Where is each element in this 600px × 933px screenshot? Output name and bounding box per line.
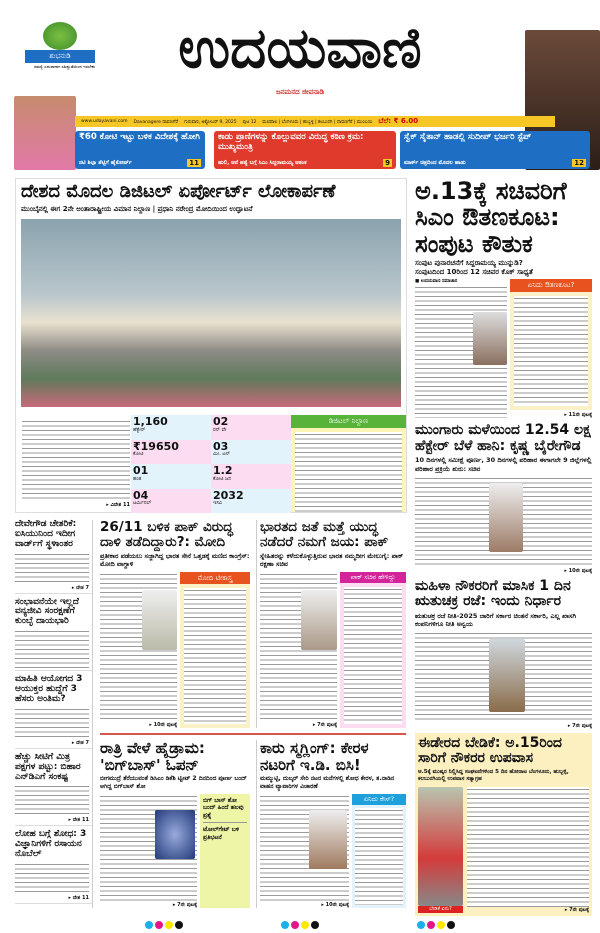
pak-box [340,572,406,728]
cabinet-story [415,178,592,418]
monsoon-body [415,476,592,568]
stat-unit: ಇಸವಿ [213,500,223,507]
cabinet-continue[interactable]: ▸ 11ನೇ ಪುಟಕ್ಕೆ [564,412,592,419]
box-title: ಮೋದಿ ಟೀಕಾಸ್ತ್ರ [180,572,250,584]
teaser-sub: ನಟಿ ಶಿಲ್ಪಾ ಶೆಟ್ಟಿಗೆ ಹೈಕೋರ್ಟ್ [79,160,132,167]
teaser-title: ₹60 ಕೋಟಿ ಇಟ್ಟು ಬಳಿಕ ವಿದೇಶಕ್ಕೆ ಹೋಗಿ [79,132,200,142]
brief-continue[interactable]: ▸ ದೇಶ 7 [71,584,89,591]
kerala-body-row [260,794,406,908]
teaser-box[interactable] [75,131,205,169]
women-continue[interactable]: ▸ 7ನೇ ಪುಟಕ್ಕೆ [567,723,592,729]
brief-continue[interactable]: ▸ ದೇಶ 7 [71,739,89,746]
box-bullets [184,588,246,724]
tagline: ಜನಮನದ ಜೀವನಾಡಿ [275,88,325,96]
tree-icon [43,22,77,50]
stat-unit: ಹಂತ [133,475,142,482]
box-title: ಪಾಕ್ ಸಚಿವ ಹೇಳಿದ್ದು [340,572,406,584]
strike-body-row [418,787,589,913]
brief-item[interactable] [15,520,92,594]
box-bullets [355,808,403,905]
brief-body [15,629,89,668]
strike-sub: ಆ.5ಕ್ಕೆ ಮುಷ್ಕರ ನಿಲ್ಲಿಸಿದ್ದ ಸಂಘಟನೆಗಳಿಂದ 5 ದಿನ ಹೋರಾಟ ಬೆಂಗಳೂರು, ಹುಬ್ಬಳ್ಳಿ, ಕಲಬುರಗಿಯಲ್ಲಿ ಉಪವಾಸ ಸತ್ಯಾಗ್ರಹ [418,768,569,782]
strike-story [415,733,592,916]
cabinet-body-row [415,279,592,418]
website: www.udayavani.com [81,119,128,124]
date: ಗುರುವಾರ, ಅಕ್ಟೋಬರ್ 9, 2025 [184,119,237,125]
women-headline[interactable]: ಮಹಿಳಾ ನೌಕರರಿಗೆ ಮಾಸಿಕ 1 ದಿನ ಋತುಚಕ್ರ ರಜೆ: ಇಂದು ನಿರ್ಧಾರ [415,577,571,610]
registration-marks [0,914,600,933]
stat-unit: ಮೀ. ಟನ್ [213,451,231,458]
stat-box [211,440,291,465]
modi-body-row [100,572,250,728]
mammootty-photo [309,810,347,870]
stat-box [131,489,211,514]
brief-headline: ಮಾಹಿತಿ ಆಯೋಗದ 3 ಆಯುಕ್ತರ ಹುದ್ದೆಗೆ 3 ಹೆಸರು ಅಂತಿಮ? [15,674,83,704]
logo-caption: ಸಮಸ್ಯೆ ಎದುರಾದಾಗ ಸಹಿಷ್ಣುತೆಯಿಂದ ಇರಬೇಕು [34,64,95,69]
modi-story [100,520,250,728]
date-strip [75,116,555,127]
lead-story [15,178,407,513]
brief-item[interactable] [15,830,92,904]
kerala-body [260,794,349,902]
stat-value: 04 [133,488,149,502]
cabinet-box [510,279,592,410]
cabinet-sub2: ಸಂಪುಟದಿಂದ 10ರಿಂದ 12 ಸಚಿವರ ಕೊಕ್ ಸಾಧ್ಯತೆ [415,268,533,277]
pak-minister-photo [301,590,337,650]
bigboss-sub: ಬೀಗಮುದ್ರೆ ತೆರೆಯುವಂತೆ ಡಿಸಿಎಂ ಡಿಕೆಶಿ ಟ್ವೀಟ್ 2 ದಿನದಿಂದ ಪೂರ್ಣ ಬಂದ್ ಆಗಿದ್ದ ಬಿಗ್‌ಬಾಸ್ ಶೋ [100,775,247,790]
byline: ■ ಉದಯವಾಣಿ ಸಮಾಚಾರ [415,279,458,285]
edition: Davanagere ದಾವಣಗೆರೆ [133,119,179,125]
teaser-title: ಕಾಡು ಪ್ರಾಣಿಗಳನ್ನು ಕೊಲ್ಲುವವರ ವಿರುದ್ಧ ಕಠಿಣ ಕ್ರಮ: ಮುಖ್ಯಮಂತ್ರಿ [218,132,364,152]
modi-body [100,572,177,722]
bigboss-continue[interactable]: ▸ 7ನೇ ಪುಟಕ್ಕೆ [172,902,197,908]
modi-headline[interactable]: 26/11 ಬಳಿಕ ಪಾಕ್ ವಿರುದ್ಧ ದಾಳಿ ತಡೆದಿದ್ದಾರು?: ಮೋದಿ [100,519,234,550]
women-body [415,631,592,723]
women-story [415,579,592,729]
logo-badge: ಶುಭನುಡಿ [25,50,95,63]
teaser-sub: ಹುಲಿ, ಆನೆ ಹತ್ಯೆ ಬಗ್ಗೆ ಸಿಎಂ ಸಿದ್ದರಾಮಯ್ಯ ಆತಂಕ [218,160,307,167]
bigboss-body [100,794,197,902]
cabinet-body [415,285,507,418]
pages: ಪುಟ 12 [242,119,257,125]
stat-value: ₹19650 [133,439,179,453]
pak-headline[interactable]: ಭಾರತದ ಜತೆ ಮತ್ತೆ ಯುದ್ಧ ನಡೆದರೆ ನಮಗೆ ಜಯ: ಪಾಕ್ [260,519,389,550]
airport-photo [21,219,401,407]
brief-item[interactable] [15,675,92,749]
actress-photo [14,96,76,170]
brief-continue[interactable]: ▸ ದೇಶ 11 [68,894,89,901]
box-bullets [514,296,588,407]
teaser-sub: ಮಾರ್ಕ್ ಚಿತ್ರದಿಂದ ಮೊದಲ ಹಾಡು [404,160,466,167]
pak-story [256,520,406,728]
bus-photo [418,787,463,906]
women-sub: ಋತುಚಕ್ರ ರಜೆ ನೀತಿ-2025 ಜಾರಿಗೆ ಸರ್ಕಾರ ಚಿಂತನೆ ಸರ್ಕಾರಿ, ಎಲ್ಲ ಖಾಸಗಿ ಕಂಪನಿಗಳಿಗೂ ನೀತಿ ಅನ್ವಯ [415,611,577,628]
lead-subheadline: ಮುಂಬೈನಲ್ಲಿ ಈಗ 2ನೇ ಅಂತಾರಾಷ್ಟ್ರೀಯ ವಿಮಾನ ನಿಲ್ದಾಣ | ಪ್ರಧಾನಿ ನರೇಂದ್ರ ಮೋದಿಯಿಂದ ಉದ್ಘಾಟನೆ [21,204,253,213]
teaser-title: ಸ್ವೆಕ್ ಸೈತಾನ್ ಹಾಡಲ್ಲಿ ಸುದೀಪ್ ಭರ್ಜರಿ ಸ್ಟೆಪ್ [404,132,532,142]
pak-sub: ಸ್ನೇಹಿತರನ್ನು ಕಳೆದುಕೊಳ್ಳುತ್ತಿರುವ ಭಾರತ ನಮ್ಮದೀಗ ಮೇಲುಗೈ: ಪಾಕ್ ರಕ್ಷಣಾ ಸಚಿವ [260,551,404,569]
brief-headline: ಸಂಭಾವನೆಯೇ ಇಲ್ಲದೆ ವನ್ಯಜೀವಿ ಸಂರಕ್ಷಣೆಗೆ ಕುಂಬ್ಳೆ ದಾಯಭಾರಿ [15,596,79,627]
strike-headline[interactable]: ಈಡೇರದ ಬೇಡಿಕೆ: ಅ.15ರಿಂದ ಸಾರಿಗೆ ನೌಕರರ ಉಪವಾಸ [418,735,562,767]
brief-headline: ದೇವೇಗೌಡ ಚೇತರಿಕೆ: ಐಸಿಯುನಿಂದ ಇದೀಗ ವಾರ್ಡ್‌ಗೆ ಸ್ಥಳಾಂತರ [15,519,77,549]
stat-box [211,415,291,440]
stat-unit: ರನ್ ವೇ [213,426,227,433]
strike-body [467,787,589,907]
newspaper-title: ಉದಯವಾಣಿ [178,15,422,81]
stat-box [131,464,211,489]
brief-continue[interactable]: ▸ ದೇಶ 11 [68,817,89,824]
modi-continue[interactable]: ▸ 10ನೇ ಪುಟಕ್ಕೆ [149,722,177,728]
brief-body [15,784,89,817]
panel-title: ಡಿಜಿಟಲ್ ನಿಲ್ದಾಣ [291,415,406,428]
strike-continue[interactable]: ▸ 7ನೇ ಪುಟಕ್ಕೆ [564,907,589,913]
kerala-headline[interactable]: ಕಾರು ಸ್ಮಗ್ಲಿಂಗ್: ಕೇರಳ ನಟರಿಗೆ ಇ.ಡಿ. ಬಿಸಿ! [260,739,369,774]
box-item: ಟೋಲ್‌ಗೇಟ್ ಬಳಿ ಪ್ರತಿಭಟನೆ [203,826,240,841]
monsoon-continue[interactable]: ▸ 10ನೇ ಪುಟಕ್ಕೆ [564,567,592,574]
brief-body [15,552,89,585]
kerala-continue[interactable]: ▸ 10ನೇ ಪುಟಕ್ಕೆ [321,902,349,908]
page-badge: 9 [385,159,390,167]
price: ಬೆಲೆ: ₹ 6.00 [378,117,419,125]
kerala-sub: ಮಮ್ಮುಟ್ಟಿ, ದುಲ್ಕರ್ ಸೇರಿ ನಟರ ಮನೆಗಳಲ್ಲಿ ಶೋಧ ಕೇರಳ, ತ.ನಾಡಿನ ವಾಹನ ವ್ಯಾಪಾರಿಗಳ ವಿಚಾರಣೆ [260,775,395,790]
stat-value: 01 [133,464,149,477]
teaser-box[interactable] [214,131,396,169]
divider-rule [100,733,406,735]
shubhanudi-logo [25,22,95,102]
brief-body [15,862,89,895]
minister-photo [489,483,523,552]
monsoon-sub: 10 ದಿನಗಳಲ್ಲಿ ಸಮೀಕ್ಷೆ ಪೂರ್ಣ, 30 ದಿನಗಳಲ್ಲಿ ಪರಿಹಾರ ಈಗಾಗಲೇ 9 ಜಿಲ್ಲೆಗಳಲ್ಲಿ ಪರಿಹಾರ ಪ್ರಕ್ರಿಯೆ ಶುರು: ಸಚಿವ [415,456,592,473]
page-badge: 11 [189,159,199,167]
stat-value: 2032 [213,488,244,502]
lead-continue[interactable]: ▸ ವಿದೇಶ 11 [106,502,130,508]
bigboss-headline[interactable]: ರಾತ್ರಿ ವೇಳೆ ಹೈಡ್ರಾಮ: 'ಬಿಗ್‌ಬಾಸ್' ಓಪನ್ [100,739,205,774]
bigboss-story [100,740,250,908]
pak-body-row [260,572,406,728]
brief-item[interactable] [15,753,92,827]
vidhana-soudha-photo [489,639,525,712]
monsoon-story [415,423,592,573]
stat-box [211,464,291,489]
bigboss-body-row [100,794,250,908]
stat-unit: ಹೆಕ್ಟೇರ್ [133,426,146,433]
bigboss-logo-photo [155,810,195,859]
panel-bullets [295,432,402,512]
kerala-box [352,794,406,908]
monsoon-headline[interactable]: ಮುಂಗಾರು ಮಳೆಯಿಂದ 12.54 ಲಕ್ಷ ಹೆಕ್ಟೇರ್ ಬೆಳೆ ಹಾನಿ: ಕೃಷ್ಣ ಬೈರೇಗೌಡ [415,422,591,454]
bigboss-box [200,794,250,908]
pak-body [260,572,337,722]
right-column [415,178,592,729]
stat-box [131,415,211,440]
stat-value: 1,160 [133,415,168,428]
stat-box [211,489,291,514]
modi-photo [142,590,177,650]
cm-photo [473,312,507,365]
strike-badge: ಬೇಡಿಕೆ ಏನು? [418,906,463,913]
stat-unit: ಟರ್ಮಿನಲ್ [133,500,152,507]
box-bullets [344,587,402,724]
kerala-story [256,740,406,908]
stat-value: 03 [213,439,229,453]
cabinet-headline[interactable]: ಅ.13ಕ್ಕೆ ಸಚಿವರಿಗೆ ಸಿಎಂ ಔತಣಕೂಟ: ಸಂಪುಟ ಕೌತುಕ [415,177,567,258]
cities: ಮಣಿಪಾಲ | ಬೆಂಗಳೂರು | ಹುಬ್ಬಳ್ಳಿ | ಕಲಬುರಗಿ | ದಾವಣಗೆರೆ | ಮುಂಬಯಿ [262,119,373,125]
box-title: ಏನಿದು ಕೇಸ್? [352,794,406,806]
modi-box [180,572,250,728]
brief-item[interactable] [15,598,92,672]
stat-unit: ಕೋಟಿ [133,451,144,458]
stat-value: 1.2 [213,464,233,477]
brief-body [15,707,89,740]
cabinet-sub1: ಸಂಪುಟ ಪುನಾರಚನೆಗೆ ಸಿದ್ದರಾಮಯ್ಯ ಮುನ್ನುಡಿ? [415,259,523,268]
stat-value: 02 [213,415,229,428]
brief-headline: ಲೋಹ ಬಗ್ಗೆ ಶೋಧ: 3 ವಿಜ್ಞಾನಿಗಳಿಗೆ ರಸಾಯನ ನೊಬೆಲ್ [15,829,87,860]
stat-unit: ಕೋಟಿ ಜನ [213,475,232,482]
lead-headline[interactable]: ದೇಶದ ಮೊದಲ ಡಿಜಿಟಲ್ ಏರ್ಪೋರ್ಟ್ ಲೋಕಾರ್ಪಣೆ [21,181,336,202]
lead-body [22,419,130,499]
box-item: ಬಿಗ್ ಬಾಸ್ ಶೋ ಬಂದ್ ಹಿಂದೆ ಹಲವು ಪ್ರಶ್ನೆ [203,797,247,824]
stat-box [131,440,211,465]
pak-continue[interactable]: ▸ 7ನೇ ಪುಟಕ್ಕೆ [312,722,337,728]
teaser-box[interactable] [400,131,590,169]
digital-panel [291,415,406,512]
modi-sub: ಪ್ರತೀಕಾರ ಪಡೆಯಲು ಸಜ್ಜಾಗಿದ್ದ ಭಾರತ ಸೇನೆ ಒತ್ತಡಕ್ಕೆ ಮಣಿದ ಕಾಂಗ್ರೆಸ್: ಮೋದಿ ವಾಗ್ದಾಳಿ [100,551,250,569]
page-badge: 12 [574,159,584,167]
brief-headline: ಹೆಚ್ಚು ಸೀಟಿಗೆ ಮಿತ್ರ ಪಕ್ಷಗಳ ಪಟ್ಟು: ಬಿಹಾರ ಎನ್‌ಡಿಎಗೆ ಸಂಕಷ್ಟ [15,751,81,782]
box-title: ಏನಿದು ಔತಣಕೂಟ? [510,279,592,291]
